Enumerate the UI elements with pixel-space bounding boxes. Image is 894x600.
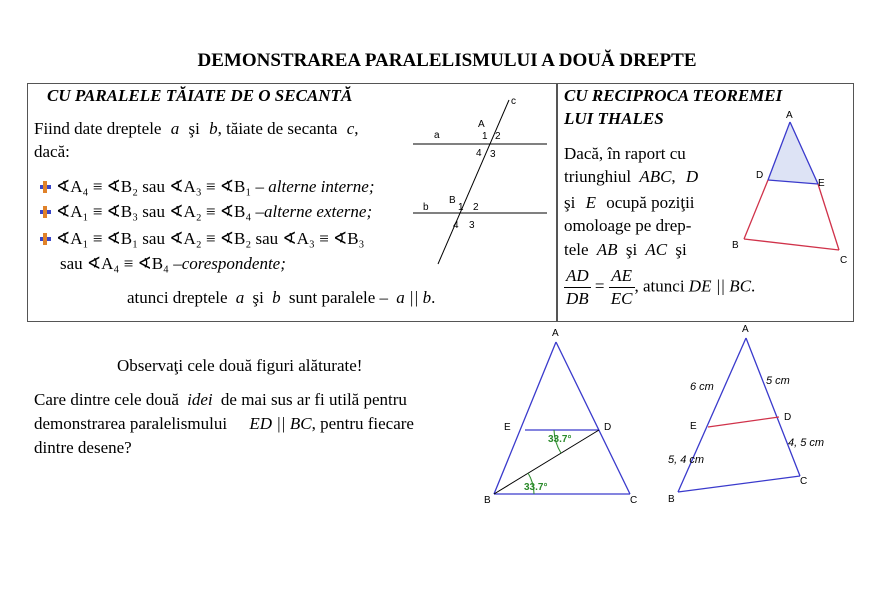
vertex-E: E	[818, 178, 825, 189]
question-text-1: Care dintre cele două	[34, 390, 179, 409]
condition-3	[38, 229, 364, 249]
label-A3: 3	[490, 149, 496, 160]
intro-text-4: dacă:	[34, 142, 70, 161]
thales-tele: tele	[564, 240, 589, 259]
fig2-length-ad: 5 cm	[766, 375, 790, 387]
label-B: B	[449, 195, 456, 206]
question-line-3: dintre desene?	[34, 438, 132, 457]
thales-line-1: Dacă, în raport cu	[564, 144, 686, 163]
fig2-vertex-C: C	[800, 476, 808, 487]
question-text-2: de mai sus ar fi utilă pentru	[220, 390, 407, 409]
fig2-length-ae: 6 cm	[690, 381, 714, 393]
thales-d: D	[685, 167, 699, 186]
thales-line-5	[564, 239, 687, 261]
var-a: a	[170, 119, 180, 138]
label-B3: 3	[469, 220, 475, 231]
frac-ae: AE	[609, 265, 635, 288]
intro-text-1: Fiind date dreptele	[34, 119, 162, 138]
vertex-B: B	[732, 240, 739, 251]
conclusion-text-2: sunt paralele –	[288, 288, 389, 307]
intro-text-3: ,	[354, 119, 359, 138]
thales-text-3: ocupă poziţii	[606, 193, 695, 212]
fig2-vertex-A: A	[742, 324, 749, 335]
frac-db: DB	[566, 289, 589, 308]
side-db	[744, 180, 768, 239]
bullet-icon	[38, 232, 52, 246]
page-title: DEMONSTRAREA PARALELISMULUI A DOUĂ DREPTE	[197, 50, 697, 71]
label-A1: 1	[482, 131, 488, 142]
question-idei: idei	[187, 390, 213, 409]
left-intro	[34, 118, 358, 140]
frac-ad: AD	[564, 265, 591, 288]
bullet-icon	[38, 180, 52, 194]
fig1-angle-2: 33.7°	[524, 482, 548, 493]
vertex-A: A	[786, 110, 793, 121]
question-text-4: , pentru fiecare	[311, 414, 414, 433]
conclusion-var-a: a	[235, 288, 245, 307]
condition-4	[60, 254, 286, 274]
parallels-secant-figure	[405, 88, 555, 268]
fig1-vertex-C: C	[630, 495, 638, 506]
label-c: c	[511, 96, 516, 107]
fig2-side-ac	[746, 338, 800, 476]
side-ec	[818, 184, 839, 250]
question-text-3: demonstrarea paralelismului	[34, 414, 228, 433]
question-line-1	[34, 389, 407, 411]
cond1-label: – alterne interne;	[255, 177, 375, 196]
fig2-vertex-B: B	[668, 494, 675, 505]
thales-line-4: omoloage pe drep-	[564, 216, 692, 235]
small-triangle-fill	[768, 122, 818, 184]
label-A4: 4	[476, 148, 482, 159]
right-heading-2: LUI THALES	[564, 109, 664, 128]
fig1-side-ab	[494, 342, 556, 494]
var-b: b	[209, 119, 218, 138]
condition-2	[38, 202, 372, 222]
fig2-length-dc: 4, 5 cm	[788, 437, 825, 449]
fig1-angle-1: 33.7°	[548, 434, 572, 445]
conclusion-and: şi	[252, 288, 264, 307]
fig2-vertex-D: D	[784, 412, 792, 423]
thales-and: şi	[564, 193, 576, 212]
conclusion-a-par-b: a || b	[396, 288, 432, 307]
observe-text: Observaţi cele două figuri alăturate!	[117, 356, 363, 375]
thales-line-3	[564, 192, 695, 214]
thales-e: E	[585, 193, 596, 212]
fraction-ad-db	[564, 265, 591, 310]
cond2-label: –alterne externe;	[255, 202, 373, 221]
fig2-vertex-E: E	[690, 421, 697, 432]
conclusion-var-b: b	[272, 288, 281, 307]
left-conclusion: atunci dreptele a şi b sunt paralele – a || b.	[127, 288, 436, 307]
vertex-D: D	[756, 170, 764, 181]
label-A2: 2	[495, 131, 501, 142]
intro-text-2: , tăiate de secanta	[217, 119, 338, 138]
thales-period: .	[751, 276, 756, 296]
thales-ratio	[564, 265, 755, 310]
secant-c	[438, 100, 509, 264]
fig1-vertex-A: A	[552, 328, 559, 339]
equals-sign: =	[594, 276, 605, 296]
cond3-formula: ∢A₁ ≡ ∢B₁ sau ∢A₂ ≡ ∢B₂ sau ∢A₃ ≡ ∢B₃	[56, 229, 365, 248]
label-a: a	[434, 130, 440, 141]
fig1-side-ac	[556, 342, 630, 494]
thales-comma: ,	[671, 167, 676, 186]
thales-and-2: şi	[625, 240, 638, 259]
figure-lengths	[660, 320, 840, 506]
cond4-label: –corespondente;	[173, 254, 286, 273]
left-heading: CU PARALELE TĂIATE DE O SECANTĂ	[47, 86, 353, 105]
bullet-icon	[38, 205, 52, 219]
var-c: c	[346, 119, 355, 138]
question-ed-bc: ED || BC	[249, 414, 312, 433]
thales-ab: AB	[596, 240, 618, 259]
fraction-ae-ec	[609, 265, 635, 310]
thales-and-3: şi	[675, 240, 687, 259]
figure-angles	[480, 322, 650, 508]
cond4-formula: sau ∢A₄ ≡ ∢B₄	[60, 254, 169, 273]
thales-atunci: , atunci	[634, 276, 685, 296]
label-B1: 1	[458, 202, 464, 213]
thales-line-2	[564, 166, 698, 188]
side-bc	[744, 239, 839, 250]
right-heading-1: CU RECIPROCA TEOREMEI	[564, 86, 783, 105]
fig1-vertex-E: E	[504, 422, 511, 433]
fig2-side-ab	[678, 338, 746, 492]
cond2-formula: ∢A₁ ≡ ∢B₃ sau ∢A₂ ≡ ∢B₄	[56, 202, 252, 221]
thales-text: triunghiul	[564, 167, 632, 186]
and-word: şi	[188, 119, 200, 138]
fig2-segment-ed	[708, 417, 779, 427]
conclusion-text-1: atunci dreptele	[127, 288, 228, 307]
fig2-side-bc	[678, 476, 800, 492]
thales-abc: ABC	[639, 167, 672, 186]
question-line-2	[34, 413, 414, 435]
label-B2: 2	[473, 202, 479, 213]
thales-triangle-figure	[726, 106, 852, 268]
label-A: A	[478, 119, 485, 130]
label-B4: 4	[453, 220, 459, 231]
condition-1	[38, 177, 374, 197]
fig2-length-eb: 5, 4 cm	[668, 454, 705, 466]
label-b: b	[423, 202, 429, 213]
thales-ac: AC	[645, 240, 668, 259]
fig1-vertex-B: B	[484, 495, 491, 506]
cond1-formula: ∢A₄ ≡ ∢B₂ sau ∢A₃ ≡ ∢B₁	[56, 177, 252, 196]
frac-ec: EC	[610, 289, 633, 308]
thales-de-bc: DE || BC	[688, 276, 752, 296]
fig1-vertex-D: D	[604, 422, 612, 433]
vertex-C: C	[840, 255, 848, 266]
